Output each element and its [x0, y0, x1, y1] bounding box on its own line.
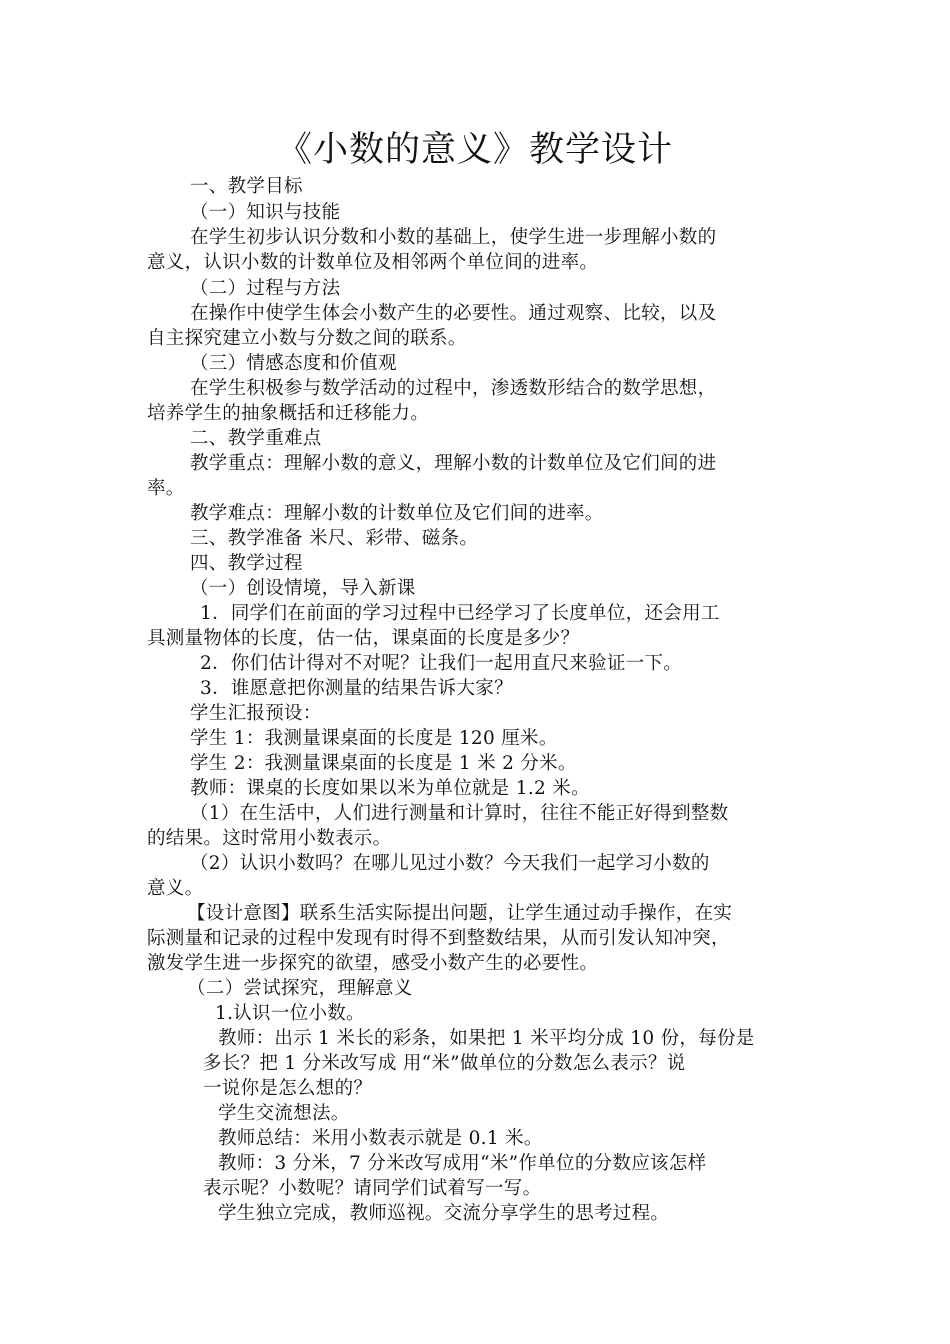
paragraph-line: 的结果。这时常用小数表示。 — [147, 828, 392, 849]
subheading-knowledge-skills: （一）知识与技能 — [190, 202, 341, 223]
paragraph-line: 教师：课桌的长度如果以米为单位就是 1.2 米。 — [190, 778, 590, 799]
paragraph-line: 教师总结：米用小数表示就是 0.1 米。 — [218, 1128, 543, 1149]
paragraph-line: 率。 — [147, 478, 185, 499]
paragraph-line: 教师：3 分米，7 分米改写成用“米”作单位的分数应该怎样 — [218, 1153, 707, 1174]
paragraph-line: 教学难点：理解小数的计数单位及它们间的进率。 — [190, 503, 604, 524]
subheading-attitude-values: （三）情感态度和价值观 — [190, 353, 397, 374]
subheading-try-explore: （二）尝试探究，理解意义 — [187, 978, 413, 999]
paragraph-line: 3．谁愿意把你测量的结果告诉大家？ — [200, 678, 513, 699]
paragraph-line: 学生汇报预设： — [190, 703, 322, 724]
paragraph-line: （1）在生活中，人们进行测量和计算时，往往不能正好得到整数 — [190, 803, 729, 824]
paragraph-line: 自主探究建立小数与分数之间的联系。 — [147, 328, 467, 349]
paragraph-line: 2．你们估计得对不对呢？让我们一起用直尺来验证一下。 — [200, 653, 683, 674]
paragraph-line: 激发学生进一步探究的欲望，感受小数产生的必要性。 — [147, 953, 599, 974]
heading-teaching-process: 四、教学过程 — [190, 553, 303, 574]
paragraph-line: 一说你是怎么想的？ — [203, 1078, 373, 1099]
paragraph-line: 表示呢？小数呢？请同学们试着写一写。 — [203, 1178, 542, 1199]
paragraph-line: 学生 2：我测量课桌面的长度是 1 米 2 分米。 — [190, 753, 577, 774]
subheading-process-method: （二）过程与方法 — [190, 278, 341, 299]
paragraph-line: 多长？把 1 分米改写成 用“米”做单位的分数怎么表示？说 — [203, 1053, 686, 1074]
paragraph-line: （2）认识小数吗？在哪儿见过小数？今天我们一起学习小数的 — [190, 853, 710, 874]
paragraph-line: 际测量和记录的过程中发现有时得不到整数结果，从而引发认知冲突， — [147, 928, 730, 949]
paragraph-line: 1.认识一位小数。 — [215, 1003, 365, 1024]
paragraph-line: 在操作中使学生体会小数产生的必要性。通过观察、比较，以及 — [190, 303, 717, 324]
paragraph-line: 意义，认识小数的计数单位及相邻两个单位间的进率。 — [147, 252, 599, 273]
paragraph-line: 学生交流想法。 — [218, 1103, 350, 1124]
paragraph-line: 1．同学们在前面的学习过程中已经学习了长度单位，还会用工 — [200, 603, 720, 624]
heading-teaching-goals: 一、教学目标 — [190, 176, 303, 197]
heading-teaching-preparation: 三、教学准备 米尺、彩带、磁条。 — [190, 528, 479, 549]
paragraph-line: 在学生积极参与数学活动的过程中，渗透数形结合的数学思想， — [190, 378, 717, 399]
paragraph-line: 培养学生的抽象概括和迁移能力。 — [147, 403, 430, 424]
document-title: 《小数的意义》教学设计 — [276, 130, 673, 170]
paragraph-line: 意义。 — [147, 878, 204, 899]
subheading-create-situation: （一）创设情境，导入新课 — [190, 578, 416, 599]
paragraph-line: 学生 1：我测量课桌面的长度是 120 厘米。 — [190, 728, 558, 749]
heading-key-difficult-points: 二、教学重难点 — [190, 428, 322, 449]
paragraph-line: 教师：出示 1 米长的彩条，如果把 1 米平均分成 10 份，每份是 — [218, 1028, 755, 1049]
paragraph-line: 教学重点：理解小数的意义，理解小数的计数单位及它们间的进 — [190, 453, 717, 474]
paragraph-line: 学生独立完成，教师巡视。交流分享学生的思考过程。 — [218, 1203, 670, 1224]
paragraph-line: 在学生初步认识分数和小数的基础上，使学生进一步理解小数的 — [190, 227, 717, 248]
paragraph-line: 【设计意图】联系生活实际提出问题，让学生通过动手操作，在实 — [187, 903, 733, 924]
paragraph-line: 具测量物体的长度，估一估，课桌面的长度是多少？ — [147, 628, 580, 649]
